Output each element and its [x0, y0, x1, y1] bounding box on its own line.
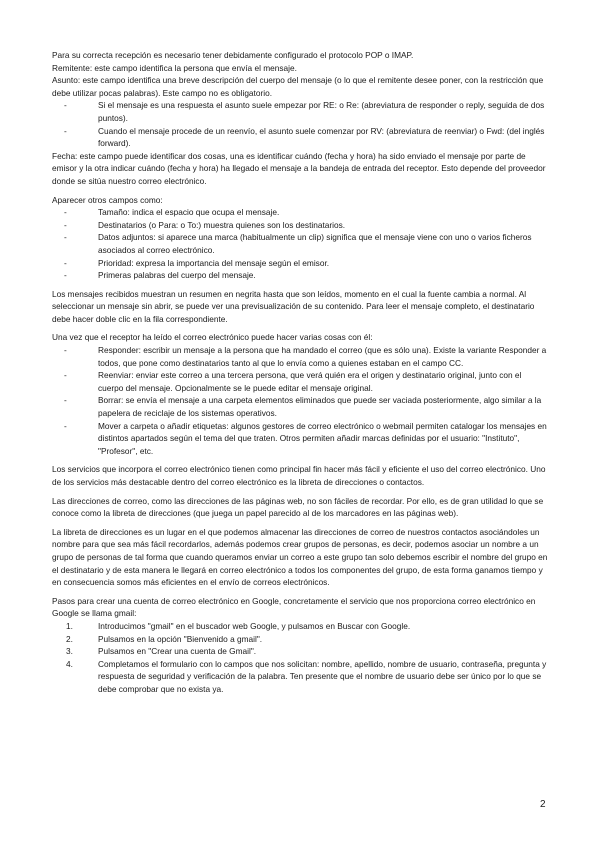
paragraph-address-book: La libreta de direcciones es un lugar en el que podemos almacenar las direcciones de correo de nuestros contactos asociándoles un nombre para que sea más fácil recordarlos, además podemos crear grupos de personas, es decir, podemos asociar un nombre a un grupo de personas de tal forma que cuando queramos enviar un correo a este grupo tan solo debemos escribir el nombre del grupo en el destinatario y de esta manera le llegará en correo electrónico a todos los componentes del grupo, de esta forma ganamos tiempo y en consecuencia somos más eficientes en el envío de correos electrónicos.: [52, 526, 548, 588]
paragraph-addresses: Las direcciones de correo, como las direcciones de las páginas web, no son fáciles de recordar. Por ello, es de gran utilidad lo que se conoce como la libreta de direcciones (que juega un papel parecido al de los marcadores en las páginas web).: [52, 495, 544, 519]
paragraph-other-fields-intro: Aparecer otros campos como:: [52, 194, 163, 205]
step-number: 2.: [66, 633, 73, 644]
subject-list: [52, 99, 548, 149]
paragraph-remitente: Remitente: este campo identifica la persona que envía el mensaje.: [52, 62, 297, 73]
steps-list: [52, 620, 548, 696]
list-item: - Datos adjuntos: si aparece una marca (habitualmente un clip) significa que el mensaje viene con uno o varios ficheros asociados al correo electrónico.: [52, 231, 548, 256]
list-item: - Cuando el mensaje procede de un reenvío, el asunto suele comenzar por RV: (abreviatura de reenviar) o Fwd: (del inglés forward).: [52, 125, 548, 150]
list-item: - Si el mensaje es una respuesta el asunto suele empezar por RE: o Re: (abreviatura de responder o reply, seguida de dos puntos).: [52, 99, 548, 124]
list-item: - Tamaño: indica el espacio que ocupa el mensaje.: [52, 206, 548, 219]
list-item: [52, 620, 548, 633]
list-item: - Borrar: se envía el mensaje a una carpeta elementos eliminados que puede ser vaciada posteriormente, algo similar a la papelera de reciclaje de los sistemas operativos.: [52, 394, 548, 419]
paragraph-received: Los mensajes recibidos muestran un resumen en negrita hasta que son leídos, momento en el cual la fuente cambia a normal. Al seleccionar un mensaje sin abrir, se puede ver una previsualización de su contenido. Para leer el mensaje completo, el destinatario debe hacer doble clic en la fila correspondiente.: [52, 288, 535, 324]
page-number: 2: [540, 799, 546, 810]
list-item: - Prioridad: expresa la importancia del mensaje según el emisor.: [52, 257, 548, 270]
list-item: - Primeras palabras del cuerpo del mensaje.: [52, 269, 548, 282]
paragraph-protocol: Para su correcta recepción es necesario tener debidamente configurado el protocolo POP o IMAP.: [52, 50, 414, 60]
paragraph-fecha: Fecha: este campo puede identificar dos cosas, una es identificar cuándo (fecha y hora) ha sido enviado el mensaje por parte de emisor y la otra indicar cuándo (fecha y hora) ha llegado el mensaje a la bandeja de entrada del receptor. Esto depende del proveedor donde se sitúa nuestro correo electrónico.: [52, 150, 546, 186]
step-text: Pulsamos en la opción "Bienvenido a gmail".: [98, 633, 263, 644]
list-item: - Responder: escribir un mensaje a la persona que ha mandado el correo (que es sólo una). Existe la variante Responder a todos, que pone como destinatarios tanto al que lo envía como a quienes estaban en el campo CC.: [52, 344, 548, 369]
actions-list: [52, 344, 548, 457]
step-text: Completamos el formulario con lo campos que nos solicitan: nombre, apellido, nombre de usuario, contraseña, pregunta y respuesta de seguridad y verificación de la palabra. Ten presente que el nombre de usuario debe ser único por lo que se debe comprobar que no exista ya.: [98, 658, 547, 694]
step-text: Introducimos "gmail" en el buscador web Google, y pulsamos en Buscar con Google.: [98, 620, 411, 631]
step-number: 3.: [66, 646, 73, 657]
paragraph-steps-intro: Pasos para crear una cuenta de correo electrónico en Google, concretamente el servicio que nos proporciona correo electrónico en Google se llama gmail:: [52, 595, 536, 619]
list-item: - Mover a carpeta o añadir etiquetas: algunos gestores de correo electrónico o webmail permiten catalogar los mensajes en distintos apartados según el tema del que traten. Otros permiten añadir marcas definidas por el usuario: "Instituto", "Profesor", etc.: [52, 420, 548, 458]
step-number: 1.: [66, 620, 73, 631]
list-item: [52, 658, 548, 696]
other-fields-list: [52, 206, 548, 282]
list-item: - Reenviar: enviar este correo a una tercera persona, que verá quién era el origen y destinatario original, junto con el cuerpo del mensaje. Opcionalmente se le puede editar el mensaje original.: [52, 369, 548, 394]
paragraph-services: Los servicios que incorpora el correo electrónico tienen como principal fin hacer más fácil y eficiente el uso del correo electrónico. Uno de los servicios más destacable dentro del correo electrónico es la libreta de direcciones o contactos.: [52, 464, 546, 487]
step-number: 4.: [66, 658, 73, 669]
step-text: Pulsamos en "Crear una cuenta de Gmail".: [98, 646, 257, 657]
list-item: - Destinatarios (o Para: o To:) muestra quienes son los destinatarios.: [52, 219, 548, 232]
document-page: [52, 49, 548, 696]
paragraph-actions-intro: Una vez que el receptor ha leído el correo electrónico puede hacer varias cosas con él:: [52, 332, 373, 343]
list-item: [52, 645, 548, 658]
list-item: [52, 633, 548, 646]
paragraph-asunto: Asunto: este campo identifica una breve descripción del cuerpo del mensaje (o lo que el remitente desee poner, con la restricción que debe utilizar pocas palabras). Este campo no es obligatorio.: [52, 75, 544, 98]
